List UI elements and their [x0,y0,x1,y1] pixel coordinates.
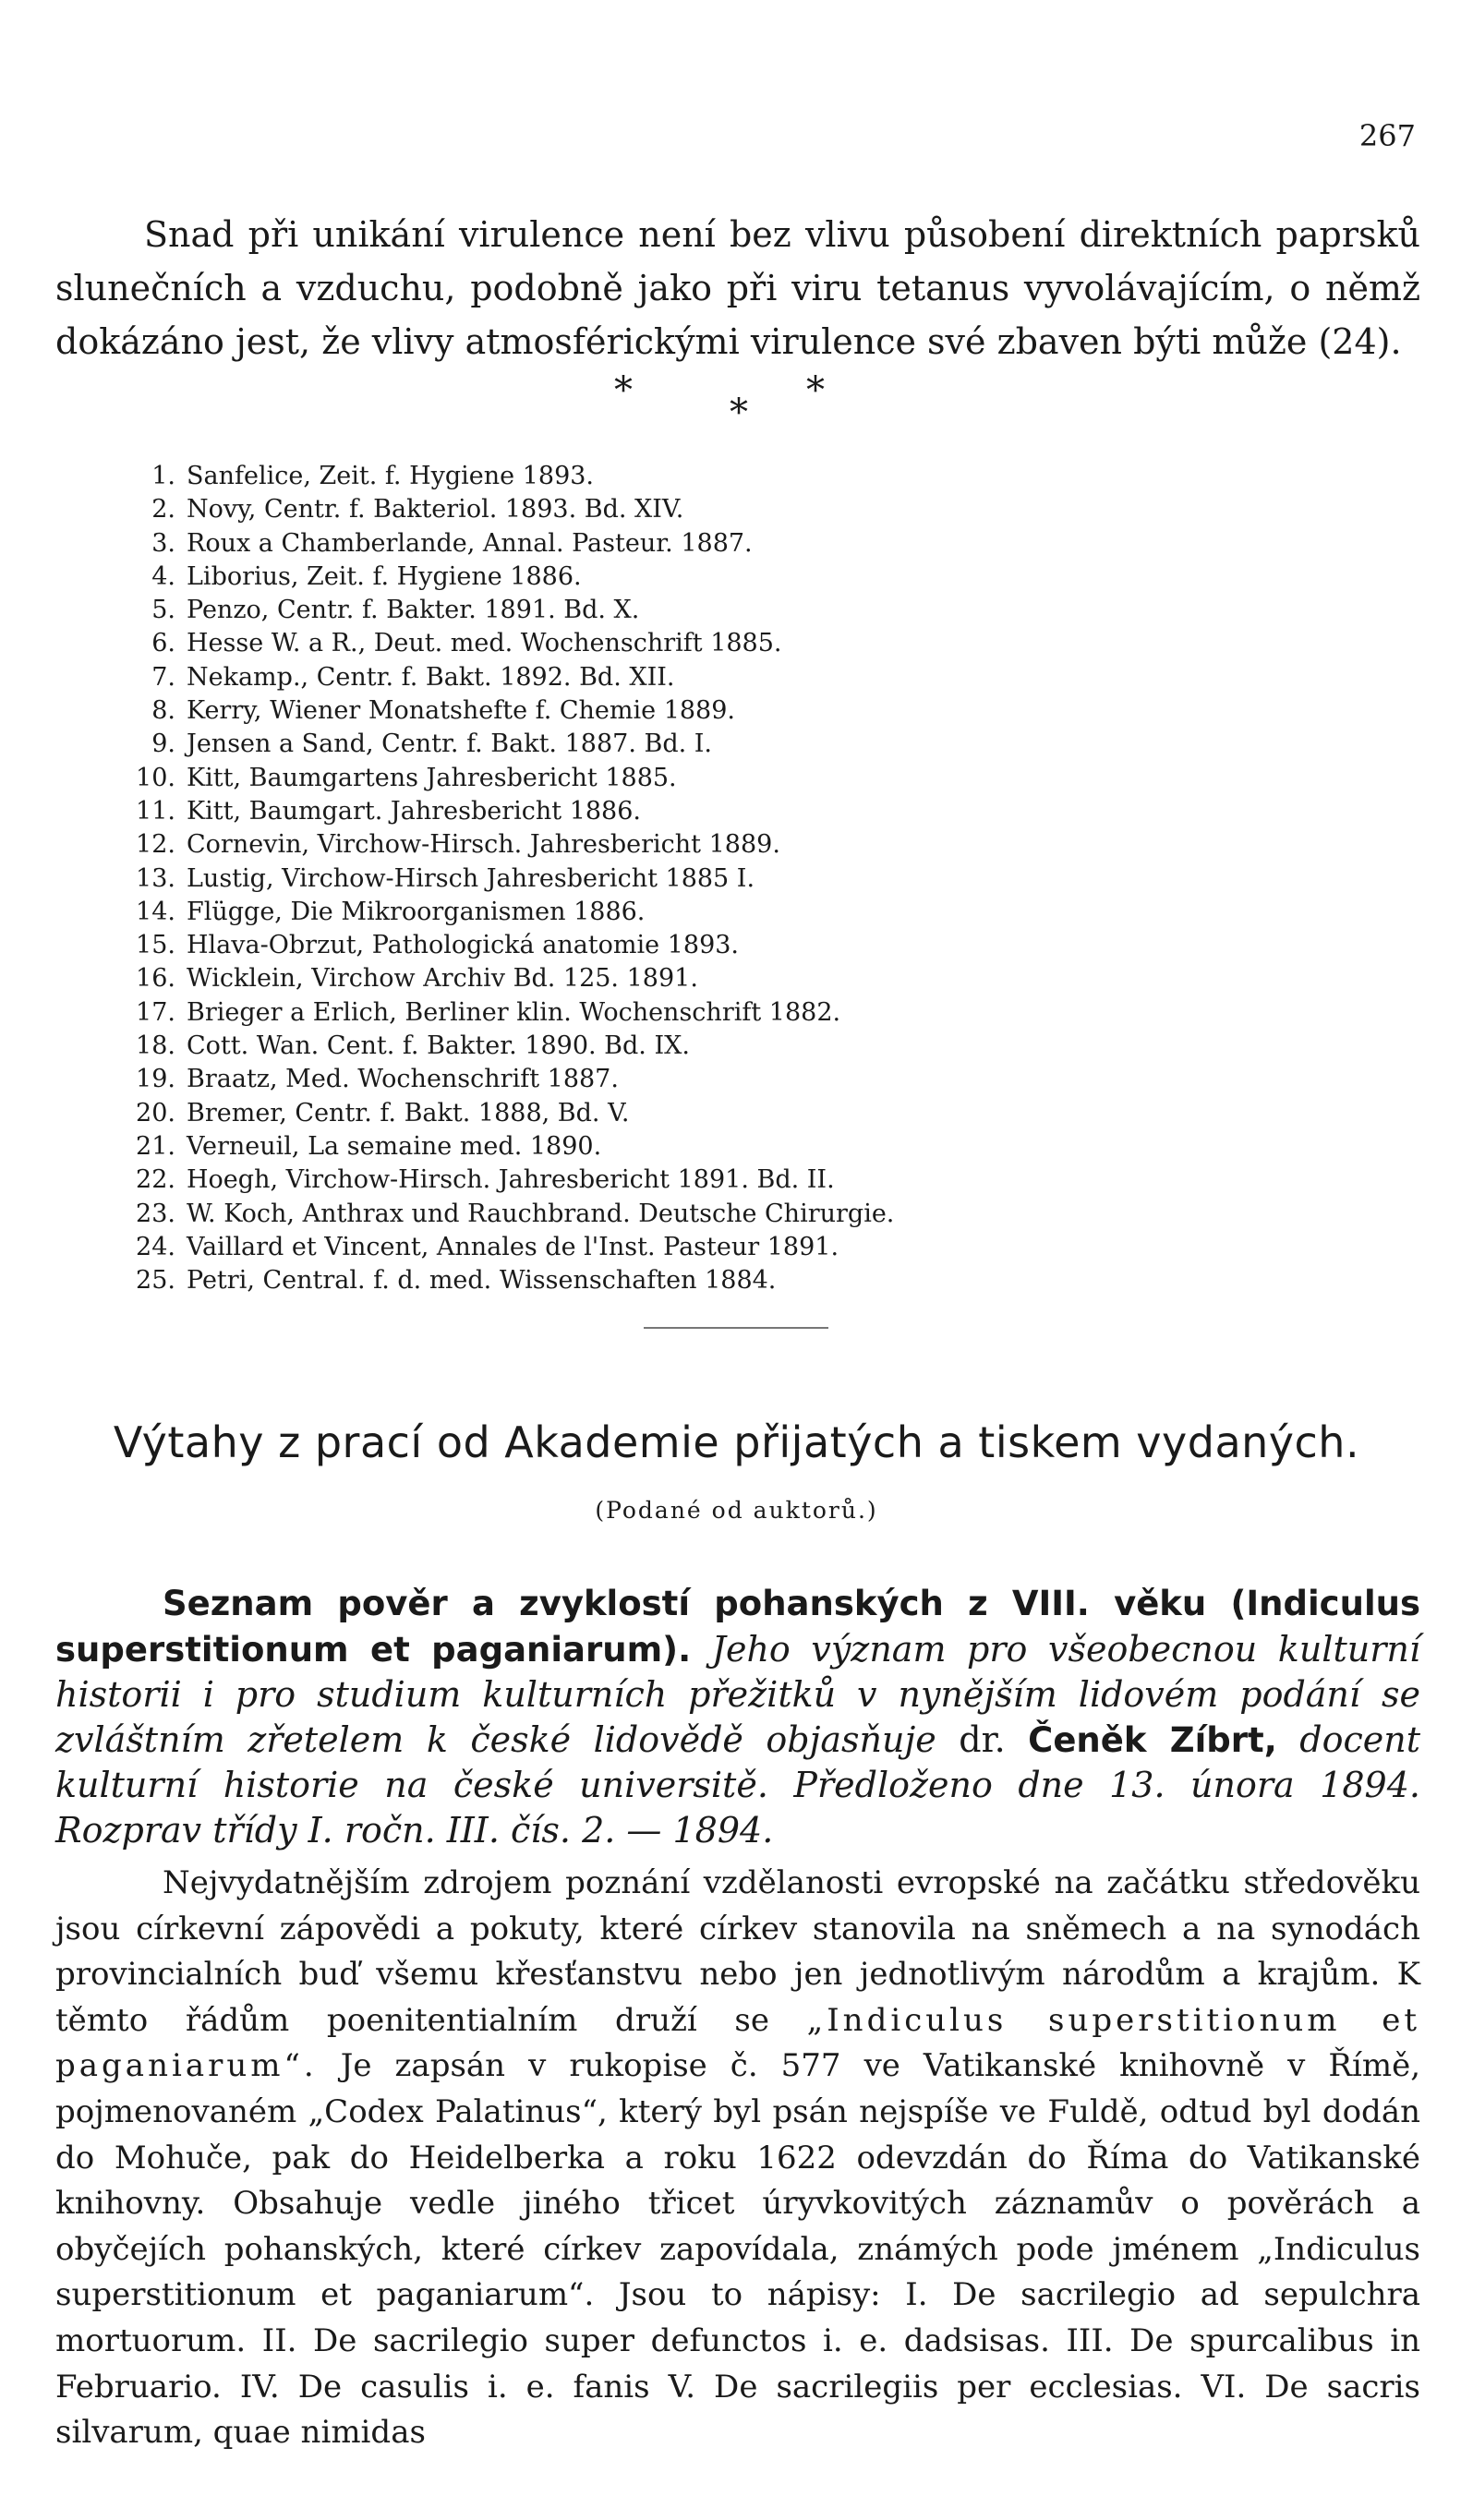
reference-text: Wicklein, Virchow Archiv Bd. 125. 1891. [187,964,698,994]
reference-item [120,1164,1376,1197]
reference-number: 21. [136,1131,175,1161]
body-paragraph [55,1861,1420,2456]
reference-number: 14. [136,897,175,926]
reference-text: W. Koch, Anthrax und Rauchbrand. Deutsche Chirurgie. [187,1199,895,1228]
reference-item [120,762,1376,795]
reference-number: 18. [136,1031,175,1061]
reference-number: 9. [151,729,175,759]
reference-number: 3. [151,528,175,558]
reference-text: Roux a Chamberlande, Annal. Pasteur. 1887. [187,528,753,558]
references-list [120,460,1376,1297]
author-prefix: dr. [959,1718,1006,1760]
intro-text: Snad při unikání virulence není bez vlivu působení direktních paprsků slunečních a vzduchu, podobně jako při viru tetanus vyvolávajícím, o němž dokázáno jest, že vlivy atmosférickými virulence své zbaven býti může (24). [55,214,1420,362]
asterisk-left: * [614,369,633,412]
asterism [0,369,1473,443]
section-title: Výtahy z prací od Akademie přijatých a tiskem vydaných. [113,1417,1360,1467]
reference-number: 4. [151,561,175,591]
reference-number: 23. [136,1199,175,1228]
reference-text: Kitt, Baumgart. Jahresbericht 1886. [187,796,641,826]
reference-number: 11. [136,796,175,826]
reference-number: 10. [136,763,175,792]
reference-number: 6. [151,629,175,658]
reference-text: Cornevin, Virchow-Hirsch. Jahresbericht 1889. [187,830,780,860]
author-title: docent kulturní historie na české universitě. [55,1718,1420,1805]
reference-text: Brieger a Erlich, Berliner klin. Wochenschrift 1882. [187,997,841,1027]
reference-number: 17. [136,997,175,1027]
reference-text: Kerry, Wiener Monatshefte f. Chemie 1889. [187,696,735,726]
presentation-note: Předloženo dne 13. února 1894. Rozprav třídy I. ročn. III. čís. 2. — 1894. [55,1765,1420,1851]
reference-text: Verneuil, La semaine med. 1890. [187,1131,602,1161]
reference-item [120,561,1376,594]
reference-item [120,1231,1376,1264]
reference-number: 24. [136,1232,175,1261]
reference-item [120,962,1376,995]
reference-item [120,694,1376,728]
abstract-block [55,1581,1420,1852]
reference-text: Vaillard et Vincent, Annales de l'Inst. Pasteur 1891. [187,1232,839,1261]
asterisk-middle: * [730,392,748,434]
reference-number: 25. [136,1266,175,1296]
reference-text: Nekamp., Centr. f. Bakt. 1892. Bd. XII. [187,662,675,692]
reference-text: Sanfelice, Zeit. f. Hygiene 1893. [187,462,595,490]
reference-item [120,1264,1376,1297]
reference-text: Kitt, Baumgartens Jahresbericht 1885. [187,763,677,792]
reference-item [120,493,1376,526]
reference-item [120,627,1376,660]
reference-text: Liborius, Zeit. f. Hygiene 1886. [187,561,582,591]
reference-text: Penzo, Centr. f. Bakter. 1891. Bd. X. [187,596,640,625]
reference-number: 20. [136,1098,175,1127]
reference-number: 7. [151,662,175,692]
reference-text: Petri, Central. f. d. med. Wissenschaften 1884. [187,1266,777,1296]
reference-number: 2. [151,495,175,524]
reference-number: 16. [136,964,175,994]
reference-item [120,594,1376,627]
reference-number: 12. [136,830,175,860]
reference-number: 1. [151,462,175,490]
reference-item [120,460,1376,493]
section-divider [644,1327,828,1329]
reference-item [120,896,1376,929]
reference-number: 22. [136,1165,175,1195]
reference-text: Novy, Centr. f. Bakteriol. 1893. Bd. XIV. [187,495,684,524]
reference-text: Flügge, Die Mikroorganismen 1886. [187,897,646,926]
reference-item [120,795,1376,828]
reference-item [120,929,1376,962]
page-number: 267 [1358,118,1416,153]
reference-item [120,1063,1376,1096]
reference-text: Hesse W. a R., Deut. med. Wochenschrift 1885. [187,629,782,658]
reference-text: Jensen a Sand, Centr. f. Bakt. 1887. Bd. I. [187,729,713,759]
reference-text: Bremer, Centr. f. Bakt. 1888, Bd. V. [187,1098,630,1127]
reference-item [120,728,1376,761]
reference-item [120,1130,1376,1164]
reference-text: Lustig, Virchow-Hirsch Jahresbericht 1885 I. [187,863,755,893]
reference-text: Cott. Wan. Cent. f. Bakter. 1890. Bd. IX. [187,1031,690,1061]
reference-item [120,661,1376,694]
reference-number: 8. [151,696,175,726]
reference-item [120,1198,1376,1231]
intro-paragraph [55,208,1420,368]
reference-text: Hlava-Obrzut, Pathologická anatomie 1893. [187,931,740,960]
reference-item [120,828,1376,862]
body-text-part1: Nejvydatnějším zdrojem poznání vzdělanosti evropské na začátku středověku jsou církevní zápovědi a pokuty, které církev stanovila na sněmech a na synodách provincialních buď všemu křesťanstvu nebo jen jednotlivým národům a krajům. K těmto řádům poenitentialním druží se [55,1864,1420,2039]
reference-item [120,1030,1376,1063]
asterisk-right: * [806,369,825,412]
reference-text: Hoegh, Virchow-Hirsch. Jahresbericht 1891. Bd. II. [187,1165,835,1195]
abstract-title: Seznam pověr a zvyklostí pohanských z VIII. věku (Indiculus superstitionum et paganiarum). [55,1584,1420,1670]
reference-item [120,1097,1376,1130]
section-subtitle: (Podané od auktorů.) [595,1497,878,1524]
author-name: Čeněk Zíbrt, [1028,1719,1277,1760]
reference-number: 13. [136,863,175,893]
reference-item [120,527,1376,561]
reference-item [120,862,1376,896]
reference-item [120,996,1376,1030]
reference-text: Braatz, Med. Wochenschrift 1887. [187,1065,619,1094]
body-text-part2: Je zapsán v rukopise č. 577 ve Vatikanské knihovně v Římě, pojmenovaném „Codex Palatinus“, který byl psán nejspíše ve Fuldě, odtud byl dodán do Mohuče, pak do Heidelberka a roku 1622 odevzdán do Říma do Vatikanské knihovny. Obsahuje vedle jiného třicet úryvkovitých záznamův o pověrách a obyčejích pohanských, které církev zapovídala, známých pode jménem „Indiculus superstitionum et paganiarum“. Jsou to nápisy: I. De sacrilegio ad sepulchra mortuorum. II. De sacrilegio super defunctos i. e. dadsisas. III. De spurcalibus in Februario. IV. De casulis i. e. fanis V. De sacrilegiis per ecclesias. VI. De sacris silvarum, quae nimidas [55,2047,1420,2452]
reference-number: 15. [136,931,175,960]
reference-number: 19. [136,1065,175,1094]
body-term: „Indiculus superstitionum et paganiarum“. [55,2001,1420,2085]
reference-number: 5. [151,596,175,625]
abstract-description: Jeho význam pro všeobecnou kulturní historii i pro studium kulturních přežitků v nynějším lidovém podání se zvláštním zřetelem k české lidovědě objasňuje [55,1628,1420,1760]
